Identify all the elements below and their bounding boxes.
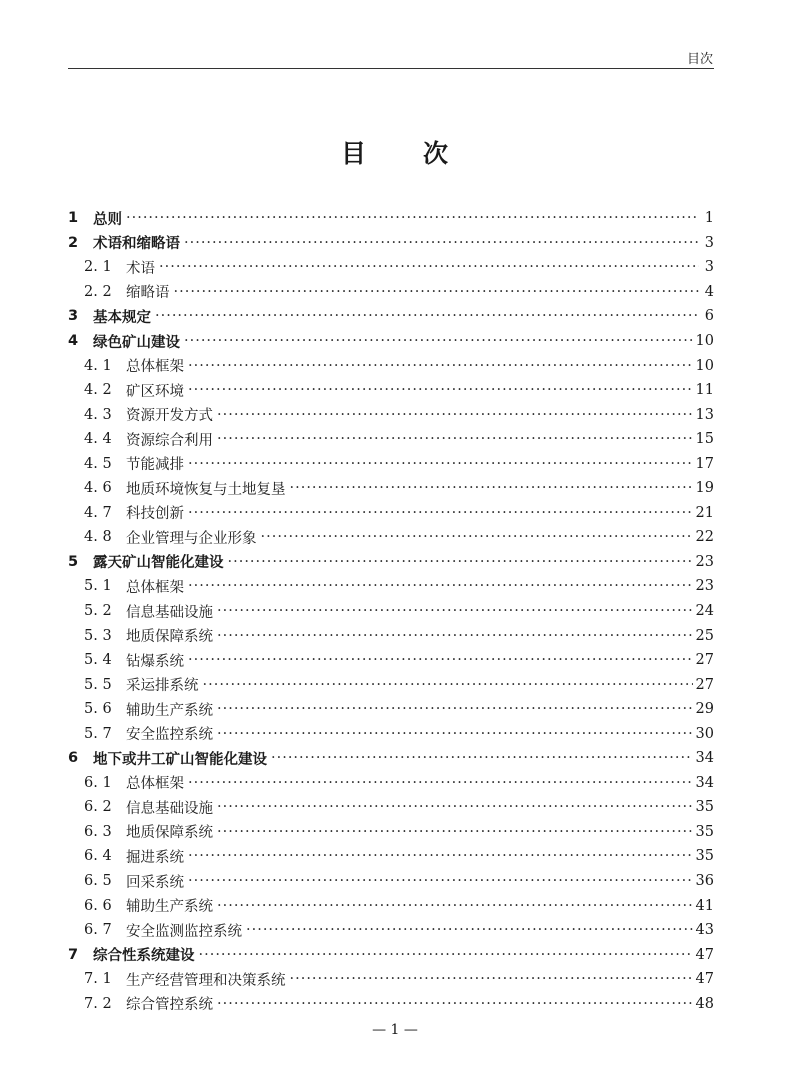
toc-entry-label: 资源综合利用: [126, 432, 213, 449]
toc-leader-dots: [188, 456, 693, 472]
toc-entry-number: 6. 4: [84, 848, 112, 865]
toc-entry-page: 30: [695, 725, 714, 742]
toc-entry[interactable]: [68, 942, 714, 967]
toc-entry-label: 生产经营管理和决策系统: [126, 972, 286, 989]
toc-leader-dots: [228, 554, 693, 570]
toc-leader-dots: [188, 358, 693, 374]
toc-entry-label: 安全监测监控系统: [126, 923, 242, 940]
page-title-char-1: 目: [340, 139, 367, 168]
toc-entry-number: 6. 3: [84, 823, 112, 840]
toc-entry-number: 4. 6: [84, 480, 112, 497]
toc-entry-page: 3: [704, 259, 714, 276]
toc-entry-label: 总体框架: [126, 776, 184, 793]
toc-entry[interactable]: [68, 648, 714, 673]
toc-entry[interactable]: [68, 746, 714, 771]
toc-entry-number: 5. 6: [84, 701, 112, 718]
toc-entry-label: 地质环境恢复与土地复垦: [126, 481, 286, 498]
header-rule: [68, 68, 714, 69]
toc-entry[interactable]: [68, 992, 714, 1017]
toc-entry-page: 35: [695, 799, 714, 816]
toc-entry-number: 4. 3: [84, 406, 112, 423]
toc-entry[interactable]: [68, 599, 714, 624]
toc-entry-page: 19: [695, 480, 714, 497]
toc-leader-dots: [217, 701, 693, 717]
toc-entry[interactable]: [68, 280, 714, 305]
toc-entry-page: 41: [695, 897, 714, 914]
toc-entry-page: 27: [695, 652, 714, 669]
toc-entry[interactable]: [68, 206, 714, 231]
toc-entry-number: 6: [68, 750, 79, 767]
toc-entry-page: 3: [704, 234, 714, 251]
toc-entry-number: 5. 5: [84, 676, 112, 693]
page-number: — 1 —: [372, 1022, 418, 1038]
toc-entry[interactable]: [68, 820, 714, 845]
toc-entry-label: 基本规定: [93, 309, 151, 326]
toc-entry-number: 4. 1: [84, 357, 112, 374]
toc-leader-dots: [199, 947, 693, 963]
toc-leader-dots: [155, 308, 699, 324]
toc-entry[interactable]: [68, 255, 714, 280]
toc-entry[interactable]: [68, 304, 714, 329]
toc-entry[interactable]: [68, 402, 714, 427]
toc-leader-dots: [290, 971, 693, 987]
toc-leader-dots: [217, 726, 693, 742]
toc-entry-label: 辅助生产系统: [126, 702, 213, 719]
toc-entry-page: 48: [695, 995, 714, 1012]
toc-entry-number: 7. 2: [84, 995, 112, 1012]
toc-entry-number: 3: [68, 308, 79, 325]
toc-entry-page: 6: [704, 308, 714, 325]
toc-entry-page: 1: [704, 210, 714, 227]
toc-entry-number: 5. 4: [84, 652, 112, 669]
toc-entry[interactable]: [68, 476, 714, 501]
toc-entry-page: 36: [695, 873, 714, 890]
toc-entry-page: 21: [695, 504, 714, 521]
toc-entry-page: 34: [695, 774, 714, 791]
toc-leader-dots: [188, 382, 693, 398]
toc-entry-number: 6. 5: [84, 873, 112, 890]
toc-leader-dots: [217, 603, 693, 619]
toc-entry-page: 43: [695, 922, 714, 939]
toc-entry-page: 22: [695, 529, 714, 546]
toc-entry-page: 15: [695, 431, 714, 448]
toc-entry-label: 企业管理与企业形象: [126, 530, 257, 547]
toc-entry[interactable]: [68, 353, 714, 378]
toc-entry-label: 辅助生产系统: [126, 899, 213, 916]
toc-entry[interactable]: [68, 550, 714, 575]
toc-leader-dots: [188, 873, 693, 889]
toc-entry-page: 23: [695, 578, 714, 595]
toc-leader-dots: [217, 996, 693, 1012]
toc-entry-page: 24: [695, 603, 714, 620]
toc-entry-label: 安全监控系统: [126, 727, 213, 744]
toc-leader-dots: [184, 235, 699, 251]
toc-entry-number: 4. 4: [84, 431, 112, 448]
toc-entry[interactable]: [68, 525, 714, 550]
toc-entry-number: 4. 8: [84, 529, 112, 546]
toc-entry-label: 资源开发方式: [126, 408, 213, 425]
toc-entry-label: 综合性系统建设: [93, 948, 195, 965]
toc-entry[interactable]: [68, 697, 714, 722]
toc-entry-label: 露天矿山智能化建设: [93, 555, 224, 572]
toc-entry-label: 科技创新: [126, 506, 184, 523]
toc-entry-number: 4. 5: [84, 455, 112, 472]
toc-entry-label: 信息基础设施: [126, 800, 213, 817]
toc-entry[interactable]: [68, 771, 714, 796]
toc-entry-number: 6. 2: [84, 799, 112, 816]
toc-entry-number: 7. 1: [84, 971, 112, 988]
toc-entry-label: 掘进系统: [126, 849, 184, 866]
toc-leader-dots: [271, 750, 693, 766]
toc-entry-page: 34: [695, 750, 714, 767]
toc-entry-number: 5: [68, 553, 79, 570]
page-title-char-2: 次: [423, 139, 450, 168]
toc-entry-number: 5. 1: [84, 578, 112, 595]
toc-entry-label: 地质保障系统: [126, 825, 213, 842]
toc-entry-number: 5. 7: [84, 725, 112, 742]
toc-entry-number: 1: [68, 210, 79, 227]
toc-entry[interactable]: [68, 967, 714, 992]
toc-entry-label: 信息基础设施: [126, 604, 213, 621]
toc-leader-dots: [217, 431, 693, 447]
toc-entry-page: 47: [695, 946, 714, 963]
toc-entry[interactable]: [68, 501, 714, 526]
toc-entry[interactable]: [68, 231, 714, 256]
toc-leader-dots: [217, 824, 693, 840]
toc-entry[interactable]: [68, 623, 714, 648]
toc-entry-label: 总则: [93, 211, 122, 228]
table-of-contents: [68, 206, 714, 1016]
toc-entry[interactable]: [68, 795, 714, 820]
toc-entry-label: 地下或井工矿山智能化建设: [93, 751, 267, 768]
toc-leader-dots: [261, 529, 693, 545]
toc-entry-page: 35: [695, 823, 714, 840]
toc-entry-label: 矿区环境: [126, 383, 184, 400]
toc-entry-label: 术语和缩略语: [93, 236, 180, 253]
toc-entry-number: 7: [68, 946, 79, 963]
toc-leader-dots: [188, 505, 693, 521]
toc-entry-label: 采运排系统: [126, 678, 199, 695]
toc-leader-dots: [203, 677, 693, 693]
toc-entry-page: 25: [695, 627, 714, 644]
toc-entry[interactable]: [68, 329, 714, 354]
toc-entry-number: 6. 6: [84, 897, 112, 914]
toc-entry[interactable]: [68, 893, 714, 918]
toc-entry-number: 2: [68, 234, 79, 251]
toc-entry-page: 10: [695, 333, 714, 349]
toc-entry-page: 29: [695, 701, 714, 718]
toc-entry-label: 术语: [126, 260, 155, 277]
toc-entry-page: 13: [695, 406, 714, 423]
toc-entry-number: 6. 7: [84, 922, 112, 939]
toc-leader-dots: [126, 210, 699, 226]
toc-entry-page: 23: [695, 553, 714, 570]
toc-entry[interactable]: [68, 574, 714, 599]
toc-leader-dots: [217, 407, 693, 423]
toc-entry[interactable]: [68, 918, 714, 943]
toc-entry-label: 回采系统: [126, 874, 184, 891]
toc-entry-label: 总体框架: [126, 579, 184, 596]
toc-entry-label: 综合管控系统: [126, 997, 213, 1014]
toc-entry-number: 4. 2: [84, 382, 112, 399]
toc-entry-label: 节能减排: [126, 457, 184, 474]
running-header-title: 目次: [686, 52, 713, 67]
toc-leader-dots: [217, 628, 693, 644]
toc-entry-number: 2. 2: [84, 283, 112, 300]
toc-entry-number: 4: [68, 333, 79, 349]
toc-entry[interactable]: [68, 844, 714, 869]
toc-entry-number: 2. 1: [84, 259, 112, 276]
toc-entry[interactable]: [68, 427, 714, 452]
toc-entry[interactable]: [68, 721, 714, 746]
toc-entry[interactable]: [68, 378, 714, 403]
toc-leader-dots: [188, 848, 693, 864]
toc-entry-number: 4. 7: [84, 504, 112, 521]
toc-entry-number: 6. 1: [84, 774, 112, 791]
toc-leader-dots: [290, 480, 693, 496]
toc-entry-number: 5. 2: [84, 603, 112, 620]
toc-entry-label: 地质保障系统: [126, 629, 213, 646]
toc-entry-page: 47: [695, 971, 714, 988]
toc-entry-page: 27: [695, 676, 714, 693]
toc-leader-dots: [184, 333, 693, 349]
toc-leader-dots: [188, 578, 693, 594]
toc-entry-page: 4: [704, 283, 714, 300]
toc-entry-label: 钻爆系统: [126, 653, 184, 670]
toc-entry-page: 11: [695, 382, 714, 399]
toc-leader-dots: [217, 799, 693, 815]
toc-entry-label: 缩略语: [126, 285, 170, 302]
toc-entry-page: 35: [695, 848, 714, 865]
toc-leader-dots: [188, 652, 693, 668]
page-title: [0, 134, 790, 170]
toc-entry[interactable]: [68, 451, 714, 476]
toc-leader-dots: [174, 284, 700, 300]
toc-leader-dots: [246, 922, 693, 938]
toc-entry[interactable]: [68, 869, 714, 894]
toc-leader-dots: [188, 775, 693, 791]
toc-entry-label: 总体框架: [126, 359, 184, 376]
toc-entry-page: 17: [695, 455, 714, 472]
toc-entry-number: 5. 3: [84, 627, 112, 644]
toc-entry[interactable]: [68, 672, 714, 697]
toc-entry-label: 绿色矿山建设: [93, 334, 180, 351]
toc-leader-dots: [217, 898, 693, 914]
toc-entry-page: 10: [695, 357, 714, 374]
toc-leader-dots: [159, 259, 699, 275]
